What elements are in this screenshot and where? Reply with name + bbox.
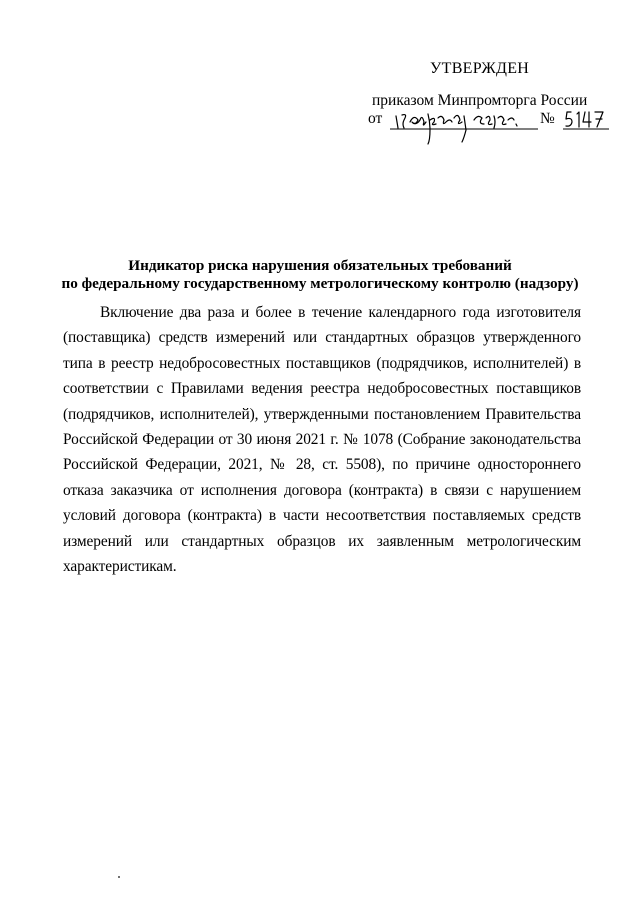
number-label: №: [540, 110, 555, 127]
scan-dot: [118, 876, 120, 878]
title-line-2: по федеральному государственному метрологическому контролю (надзору): [61, 275, 579, 292]
handwritten-date: [390, 108, 538, 148]
title-line-1: Индикатор риска нарушения обязательных требований: [128, 257, 512, 274]
order-date-line: [368, 108, 608, 148]
document-title: [0, 257, 640, 293]
date-prefix: от: [368, 110, 383, 127]
handwritten-number: [563, 108, 611, 134]
order-reference: приказом Минпромторга России: [372, 92, 588, 109]
risk-indicator-paragraph: Включение два раза и более в течение календарного года изготовителя (поставщика) средств измерений или стандартных образцов утвержденного типа в реестр недобросовестных поставщиков (подрядчиков, исполнителей) в соответствии с Правилами ведения реестра недобросовестных поставщиков (подрядчиков, исполнителей), утвержденными постановлением Правительства Российской Федерации от 30 июня 2021 г. № 1078 (Собрание законодательства Российской Федерации, 2021, № 28, ст. 5508), по причине одностороннего отказа заказчика от исполнения договора (контракта) в связи с нарушением условий договора (контракта) в части несоответствия поставляемых средств измерений или стандартных образцов их заявленным метрологическим характеристикам.: [63, 304, 581, 576]
approved-heading: УТВЕРЖДЕН: [430, 60, 530, 77]
